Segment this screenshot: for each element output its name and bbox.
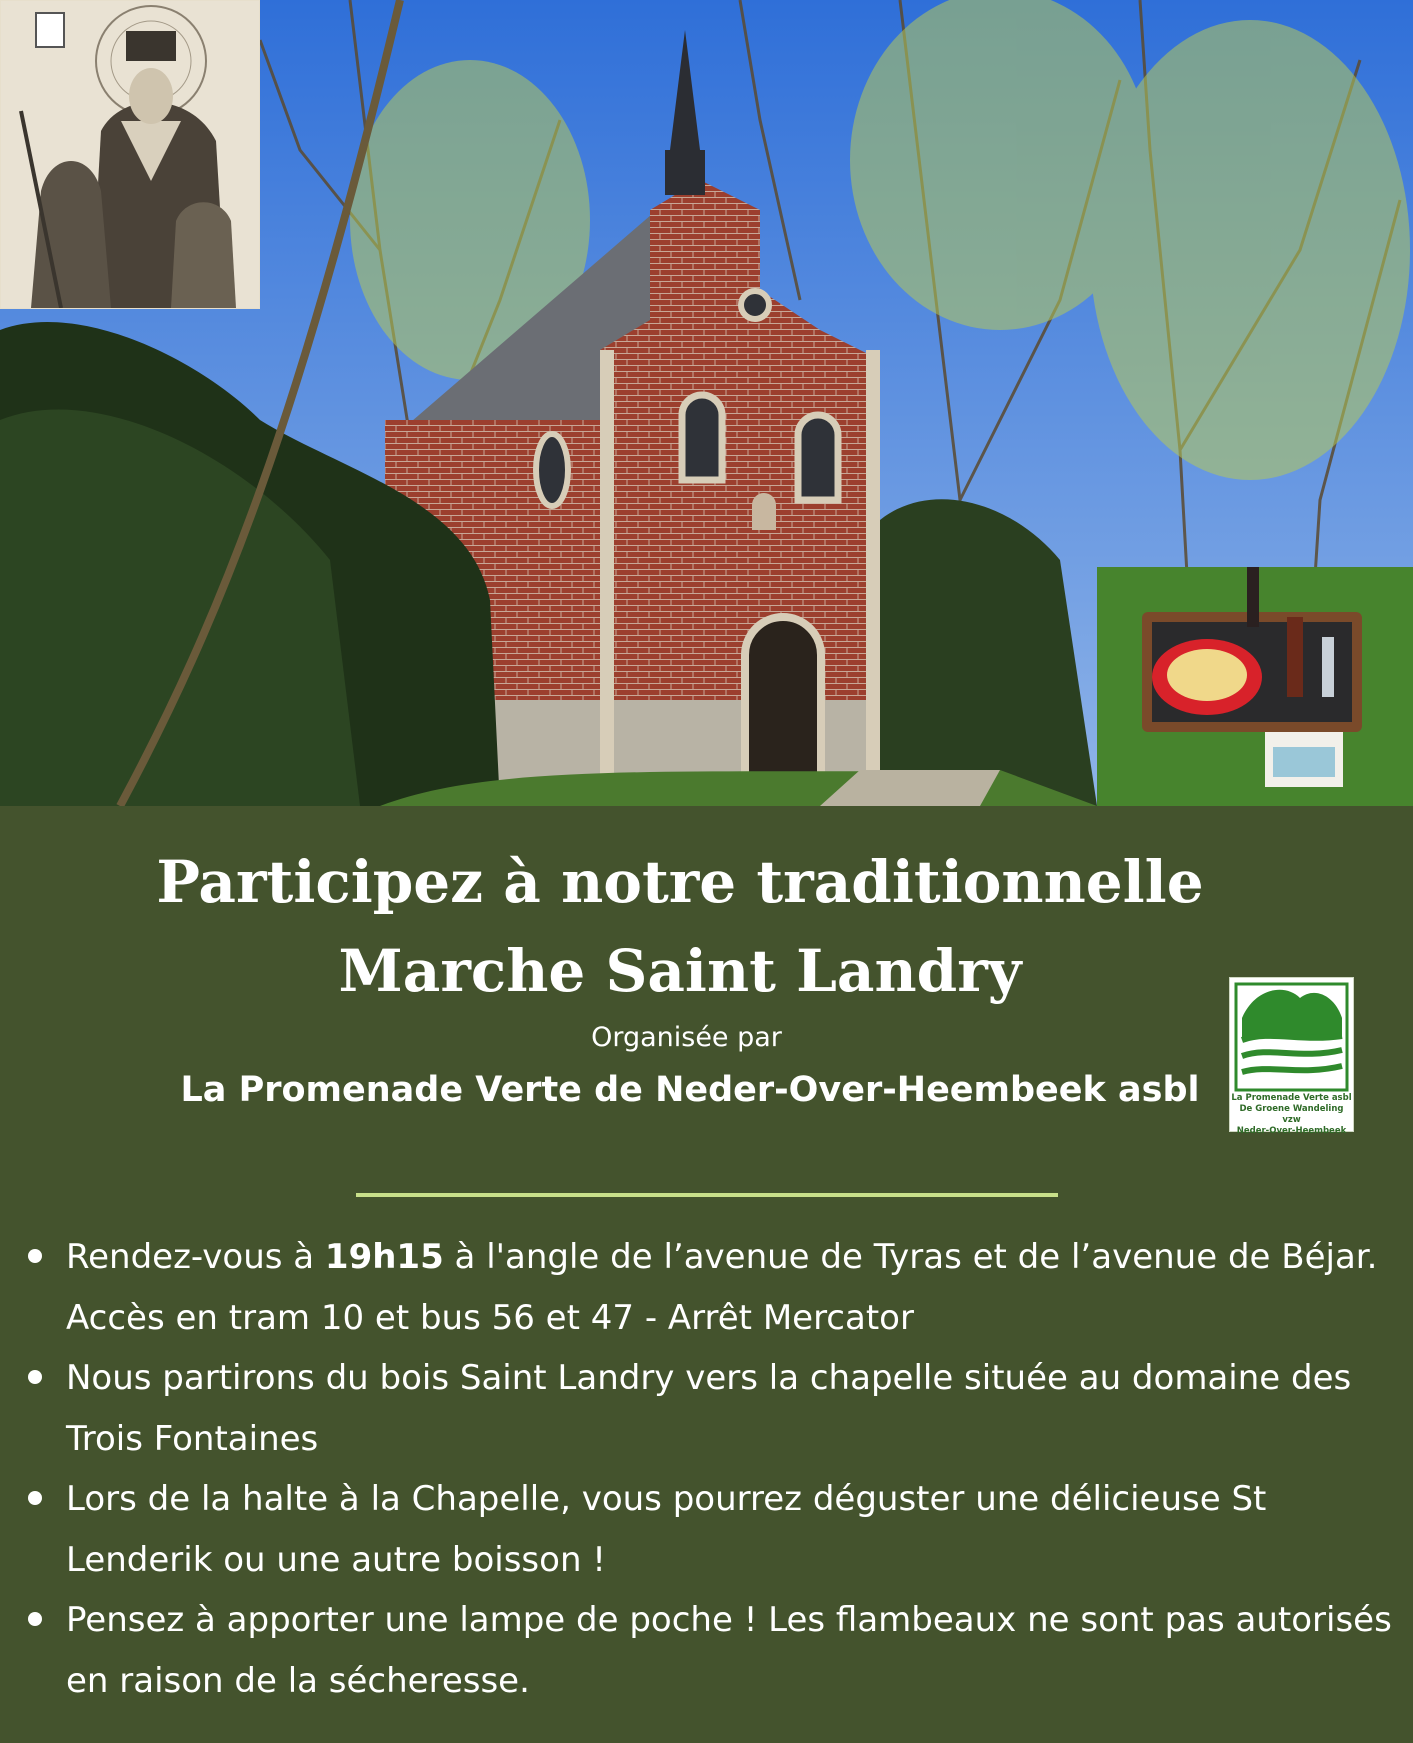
item1-after: à l'angle de l’avenue de Tyras et de l’avenue de Béjar. Accès en tram 10 et bus 56 et 47 - Arrêt Mercator	[66, 1237, 1378, 1338]
title-line-1: Participez à notre traditionnelle	[156, 848, 1204, 916]
list-item	[28, 1590, 1398, 1711]
section-divider	[356, 1193, 1058, 1197]
item4-text: Pensez à apporter une lampe de poche ! Les flambeaux ne sont pas autorisés en raison de la sécheresse.	[66, 1600, 1392, 1701]
logo-caption-line-2: De Groene Wandeling vzw	[1239, 1104, 1344, 1125]
organiser-name: La Promenade Verte de Neder-Over-Heembeek asbl	[180, 1070, 1200, 1110]
bullet-icon	[28, 1370, 42, 1384]
logo-caption	[1230, 1093, 1353, 1137]
picnic-tray-photo	[1097, 567, 1413, 806]
title-line-2: Marche Saint Landry	[338, 937, 1022, 1005]
organised-by-label: Organisée par	[591, 1022, 782, 1053]
list-item	[28, 1348, 1398, 1469]
list-item	[28, 1469, 1398, 1590]
meeting-time: 19h15	[324, 1237, 444, 1277]
item1-before: Rendez-vous à	[66, 1237, 325, 1277]
bullet-icon	[28, 1491, 42, 1505]
info-list	[28, 1227, 1398, 1711]
list-item	[28, 1227, 1398, 1348]
item2-text: Nous partirons du bois Saint Landry vers la chapelle située au domaine des Trois Fontaines	[66, 1358, 1352, 1459]
logo-landscape-icon	[1230, 978, 1353, 1093]
logo-caption-line-1: La Promenade Verte asbl	[1231, 1093, 1352, 1103]
page-title	[0, 838, 1360, 1016]
logo-caption-line-3: Neder-Over-Heembeek	[1236, 1126, 1347, 1136]
item3-text: Lors de la halte à la Chapelle, vous pourrez déguster une délicieuse St Lenderik ou une autre boisson !	[66, 1479, 1267, 1580]
bullet-icon	[28, 1612, 42, 1626]
hero-photo	[0, 0, 1413, 806]
saint-engraving-image	[0, 0, 260, 309]
organisation-logo	[1229, 977, 1354, 1136]
bullet-icon	[28, 1249, 42, 1263]
